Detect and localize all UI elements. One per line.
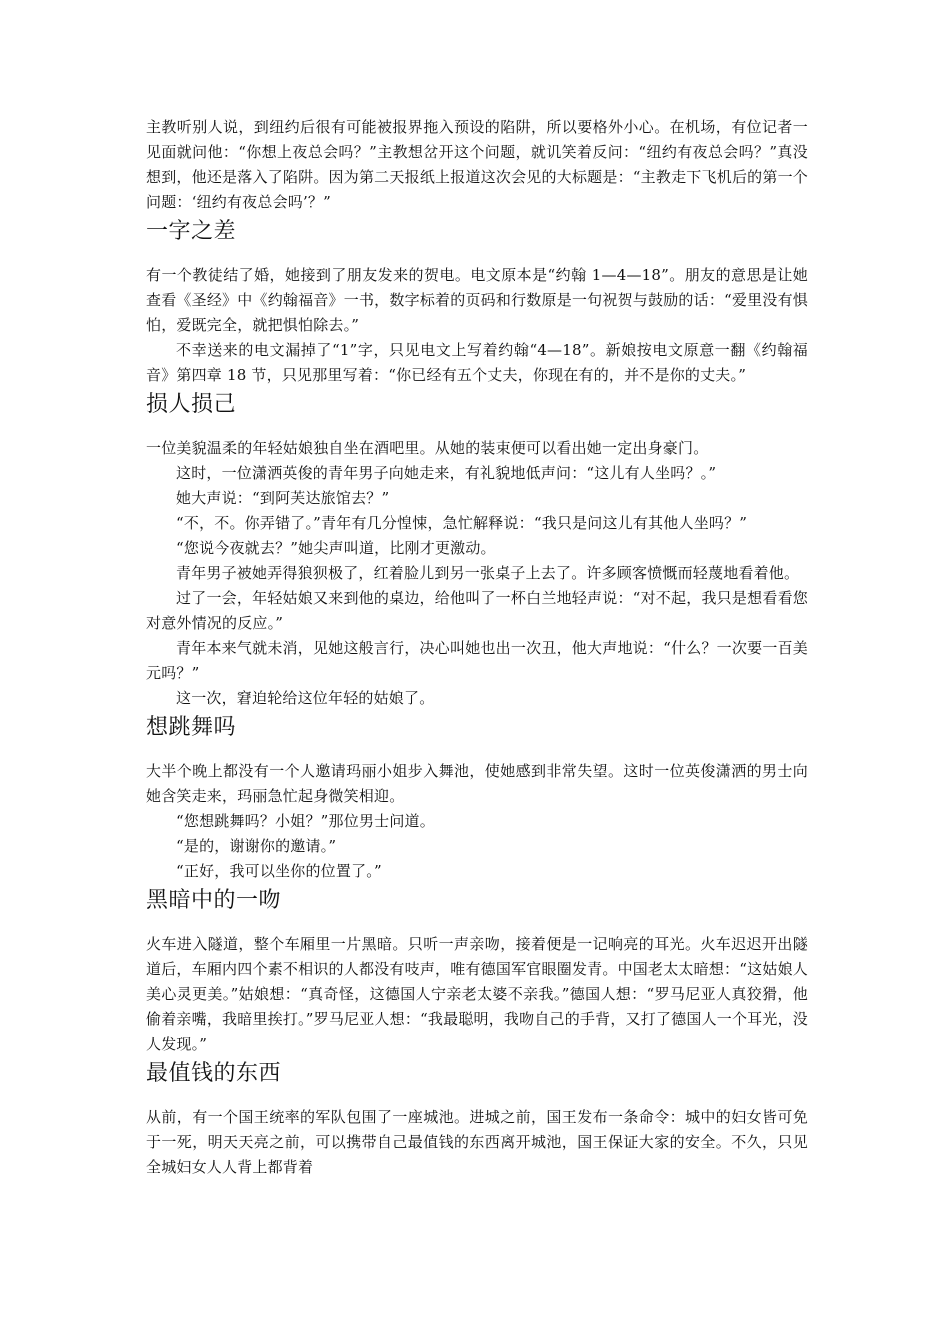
section-most-valuable-thing bbox=[146, 1059, 808, 1180]
section-intro bbox=[146, 115, 808, 215]
paragraph: “是的，谢谢你的邀请。” bbox=[176, 837, 337, 855]
section-heading: 想跳舞吗 bbox=[146, 715, 237, 740]
section-harm-others-harm-self bbox=[146, 390, 808, 711]
paragraph: 过了一会，年轻姑娘又来到他的桌边，给他叫了一杯白兰地轻声说：“对不起，我只是想看看您对意外情况的反应。” bbox=[146, 589, 808, 632]
paragraph: 不幸送来的电文漏掉了“1”字，只见电文上写着约翰“4—18”。新娘按电文原意一翻《约翰福音》第四章 18 节，只见那里写着：“你已经有五个丈夫，你现在有的，并不是你的丈夫。” bbox=[146, 341, 808, 384]
paragraph: “不，不。你弄错了。”青年有几分惶悚，急忙解释说：“我只是问这儿有其他人坐吗？” bbox=[176, 514, 748, 532]
paragraph: 这一次，窘迫轮给这位年轻的姑娘了。 bbox=[176, 689, 435, 707]
paragraph: 青年男子被她弄得狼狈极了，红着脸儿到另一张桌子上去了。许多顾客愤慨而轻蔑地看着他。 bbox=[176, 564, 800, 582]
section-heading: 一字之差 bbox=[146, 219, 237, 244]
paragraph: “您想跳舞吗？小姐？”那位男士问道。 bbox=[176, 812, 435, 830]
paragraph: 有一个教徒结了婚，她接到了朋友发来的贺电。电文原本是“约翰 1—4—18”。朋友的意思是让她查看《圣经》中《约翰福音》一书，数字标着的页码和行数原是一句祝贺与鼓励的话：“爱里没有惧怕，爱既完全，就把惧怕除去。” bbox=[146, 266, 808, 334]
paragraph: “您说今夜就去？”她尖声叫道，比刚才更激动。 bbox=[176, 539, 496, 557]
paragraph: “正好，我可以坐你的位置了。” bbox=[176, 862, 382, 880]
paragraph: 她大声说：“到阿芙达旅馆去？” bbox=[176, 489, 390, 507]
paragraph: 这时，一位潇洒英俊的青年男子向她走来，有礼貌地低声问：“这儿有人坐吗？。” bbox=[176, 464, 717, 482]
section-kiss-in-the-dark bbox=[146, 886, 808, 1057]
document-body bbox=[146, 115, 808, 1180]
paragraph: 一位美貌温柔的年轻姑娘独自坐在酒吧里。从她的装束便可以看出她一定出身豪门。 bbox=[146, 439, 709, 457]
section-one-character-difference bbox=[146, 217, 808, 388]
paragraph: 从前，有一个国王统率的军队包围了一座城池。进城之前，国王发布一条命令：城中的妇女皆可免于一死，明天天亮之前，可以携带自己最值钱的东西离开城池，国王保证大家的安全。不久，只见全城妇女人人背上都背着 bbox=[146, 1108, 808, 1176]
paragraph: 主教听别人说，到纽约后很有可能被报界拖入预设的陷阱，所以要格外小心。在机场，有位记者一见面就问他：“你想上夜总会吗？”主教想岔开这个问题，就讥笑着反问：“纽约有夜总会吗？”真没想到，他还是落入了陷阱。因为第二天报纸上报道这次会见的大标题是：“主教走下飞机后的第一个问题：‘纽约有夜总会吗’？” bbox=[146, 118, 808, 211]
paragraph: 火车进入隧道，整个车厢里一片黑暗。只听一声亲吻，接着便是一记响亮的耳光。火车迟迟开出隧道后，车厢内四个素不相识的人都没有吱声，唯有德国军官眼圈发青。中国老太太暗想：“这姑娘人美心灵更美。”姑娘想：“真奇怪，这德国人宁亲老太婆不亲我。”德国人想：“罗马尼亚人真狡猾，他偷着亲嘴，我暗里挨打。”罗马尼亚人想：“我最聪明，我吻自己的手背，又打了德国人一个耳光，没人发现。” bbox=[146, 935, 808, 1053]
section-heading: 损人损己 bbox=[146, 392, 237, 417]
paragraph: 大半个晚上都没有一个人邀请玛丽小姐步入舞池，使她感到非常失望。这时一位英俊潇洒的男士向她含笑走来，玛丽急忙起身微笑相迎。 bbox=[146, 762, 808, 805]
section-heading: 最值钱的东西 bbox=[146, 1061, 282, 1086]
section-want-to-dance bbox=[146, 713, 808, 884]
paragraph: 青年本来气就未消，见她这般言行，决心叫她也出一次丑，他大声地说：“什么？一次要一百美元吗？” bbox=[146, 639, 808, 682]
section-heading: 黑暗中的一吻 bbox=[146, 888, 282, 913]
